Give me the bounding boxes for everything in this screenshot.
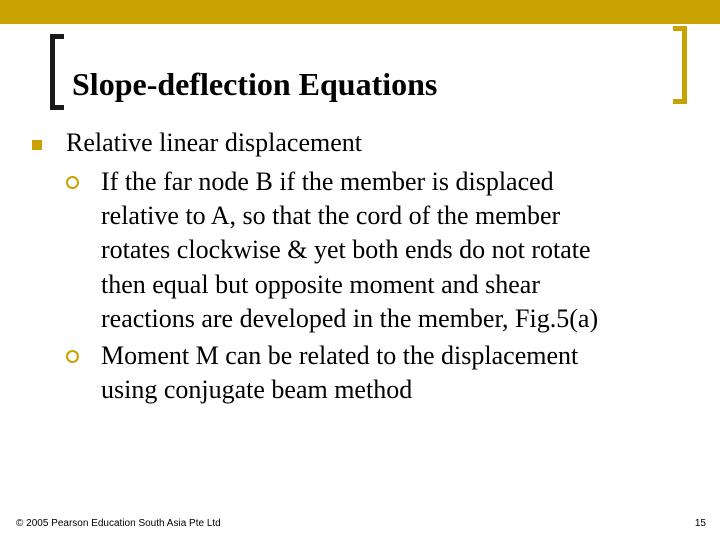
text-line: reactions are developed in the member, Fig.5(a) (101, 303, 599, 333)
sub-bullet-text (101, 339, 578, 407)
text-line: using conjugate beam method (101, 375, 413, 405)
top-accent-band (0, 0, 720, 24)
ring-bullet-icon (66, 350, 79, 363)
page-number: 15 (694, 518, 706, 529)
text-line: then equal but opposite moment and shear (101, 269, 541, 299)
square-bullet-icon (32, 140, 42, 150)
left-bracket-decoration (50, 34, 64, 110)
slide-title: Slope-deflection Equations (72, 66, 438, 102)
copyright-footer: © 2005 Pearson Education South Asia Pte Ltd (16, 518, 221, 529)
sub-bullet-text (101, 165, 598, 336)
text-line: Moment M can be related to the displacement (101, 341, 579, 370)
bullet-text: Relative linear displacement (66, 128, 362, 157)
text-line: rotates clockwise & yet both ends do not rotate (101, 235, 591, 265)
text-line: relative to A, so that the cord of the member (101, 201, 561, 231)
text-line: If the far node B if the member is displaced (101, 167, 554, 196)
right-bracket-decoration (673, 26, 687, 104)
ring-bullet-icon (66, 176, 79, 189)
